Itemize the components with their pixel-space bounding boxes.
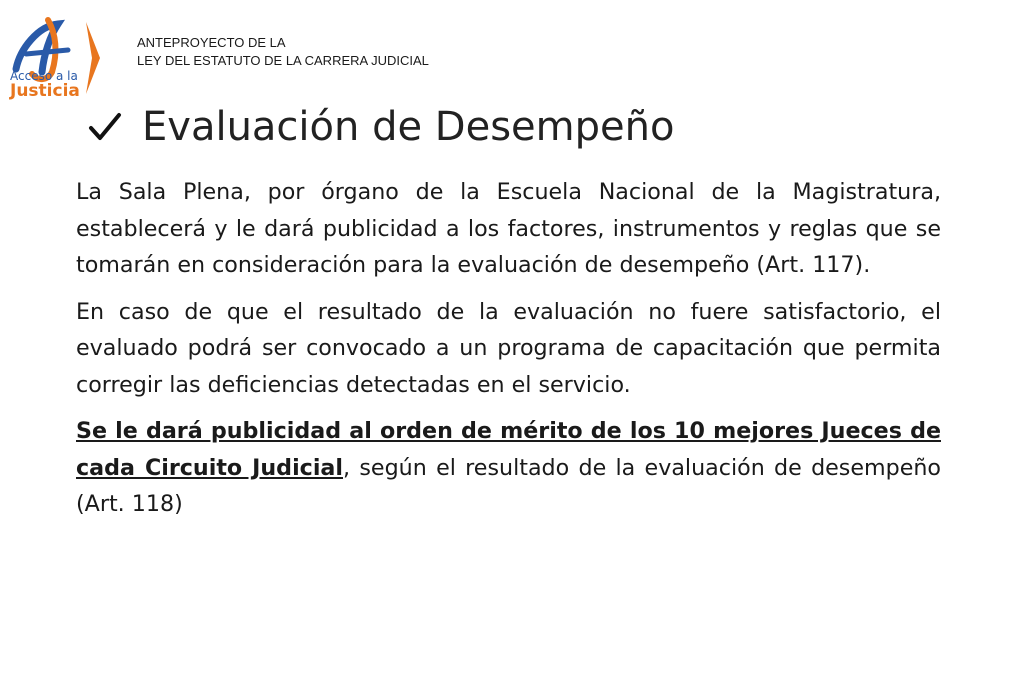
header-line1: ANTEPROYECTO DE LA [137, 35, 286, 50]
paragraph-3-rest: , según el resultado de la evaluación de desempeño (Art. 118) [76, 454, 941, 517]
logo-text-line2: Justicia [10, 81, 80, 101]
paragraph-3 [76, 413, 941, 523]
header [137, 34, 429, 70]
highlight-text: Se le dará publicidad al orden de mérito de los 10 mejores Jueces de cada Circuito Judicial [76, 418, 941, 481]
checkmark-icon [88, 111, 122, 143]
paragraph-2: En caso de que el resultado de la evaluación no fuere satisfactorio, el evaluado podrá ser convocado a un programa de capacitación que permita corregir las deficiencias detectadas en el servicio. [76, 298, 941, 398]
header-line2: LEY DEL ESTATUTO DE LA CARRERA JUDICIAL [137, 53, 429, 68]
paragraph-1: La Sala Plena, por órgano de la Escuela Nacional de la Magistratura, establecerá y le dará publicidad a los factores, instrumentos y reglas que se tomarán en consideración para la evaluación de desempeño (Art. 117). [76, 179, 941, 278]
title-row [88, 104, 674, 150]
body-text [76, 174, 941, 533]
page-title: Evaluación de Desempeño [142, 104, 675, 150]
logo-text-line1: Acceso a la [10, 69, 78, 83]
